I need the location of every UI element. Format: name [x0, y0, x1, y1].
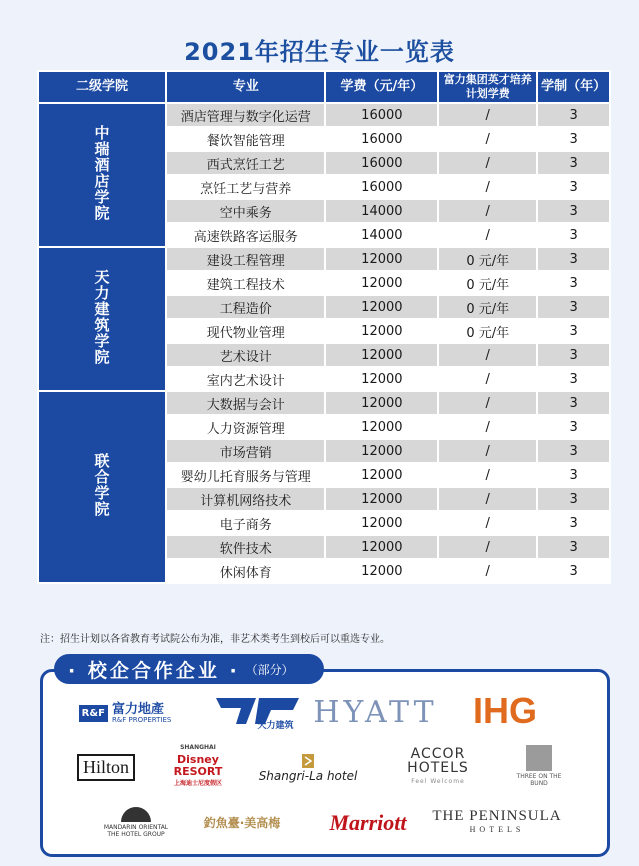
accor-hotels-logo: [378, 746, 498, 785]
table-body: [38, 103, 610, 583]
cell-duration: 3: [537, 151, 610, 175]
shangrila-text: Shangri-La hotel: [258, 769, 358, 783]
cell-plan-fee: /: [438, 151, 537, 175]
cell-plan-fee: /: [438, 343, 537, 367]
cell-duration: 3: [537, 271, 610, 295]
marriott-logo: Marriott: [329, 810, 407, 835]
cell-fee: 12000: [325, 511, 438, 535]
shangrila-mark-icon: [301, 753, 315, 769]
cell-plan-fee: /: [438, 463, 537, 487]
cell-plan-fee: /: [438, 391, 537, 415]
cell-major: 大数据与会计: [166, 391, 325, 415]
hyatt-logo: HYATT: [313, 694, 438, 730]
cell-duration: 3: [537, 343, 610, 367]
cell-plan-fee: /: [438, 559, 537, 583]
cell-duration: 3: [537, 535, 610, 559]
cell-fee: 14000: [325, 199, 438, 223]
cell-plan-fee: /: [438, 127, 537, 151]
cell-plan-fee: 0 元/年: [438, 271, 537, 295]
cell-fee: 12000: [325, 247, 438, 271]
cell-major: 高速铁路客运服务: [166, 223, 325, 247]
cell-fee: 12000: [325, 343, 438, 367]
hilton-text: Hilton: [77, 754, 135, 781]
cell-major: 建设工程管理: [166, 247, 325, 271]
cell-fee: 12000: [325, 319, 438, 343]
cell-plan-fee: /: [438, 103, 537, 127]
mandarin-name: MANDARIN ORIENTAL: [103, 824, 169, 831]
page-title: 2021年招生专业一览表: [184, 38, 455, 66]
cell-major: 计算机网络技术: [166, 487, 325, 511]
three-square-icon: [526, 745, 552, 771]
cell-fee: 12000: [325, 487, 438, 511]
cell-duration: 3: [537, 199, 610, 223]
college-name-cell: [38, 103, 166, 247]
rf-mark: R&F: [79, 705, 108, 722]
header-plan-fee: 富力集团英才培养计划学费: [438, 71, 537, 103]
diaoyutai-mgm-logo: [182, 806, 302, 838]
cell-fee: 14000: [325, 223, 438, 247]
cell-major: 艺术设计: [166, 343, 325, 367]
cell-fee: 16000: [325, 175, 438, 199]
cell-major: 西式烹饪工艺: [166, 151, 325, 175]
cell-major: 人力资源管理: [166, 415, 325, 439]
footnote: 注：招生计划以各省教育考试院公布为准，非艺术类考生到校后可以重选专业。: [40, 634, 390, 645]
cell-duration: 3: [537, 103, 610, 127]
cell-duration: 3: [537, 463, 610, 487]
accor-sub: Feel Welcome: [411, 778, 465, 785]
cell-major: 餐饮智能管理: [166, 127, 325, 151]
college-name: 天力建筑学院: [92, 269, 111, 365]
cell-plan-fee: /: [438, 535, 537, 559]
cell-plan-fee: /: [438, 199, 537, 223]
cell-major: 婴幼儿托育服务与管理: [166, 463, 325, 487]
cell-fee: 12000: [325, 391, 438, 415]
rf-name: 富力地產: [111, 701, 164, 717]
cell-plan-fee: /: [438, 511, 537, 535]
peninsula-name: THE PENINSULA: [432, 808, 562, 824]
majors-table: [37, 70, 611, 584]
college-name: 中瑞酒店学院: [92, 125, 111, 221]
rf-properties-logo: [70, 697, 180, 729]
cell-duration: 3: [537, 223, 610, 247]
cell-major: 软件技术: [166, 535, 325, 559]
cell-duration: 3: [537, 439, 610, 463]
cell-plan-fee: 0 元/年: [438, 319, 537, 343]
ihg-logo: IHG: [472, 690, 537, 731]
cell-duration: 3: [537, 415, 610, 439]
cell-plan-fee: /: [438, 415, 537, 439]
three-on-the-bund-logo: [508, 745, 570, 787]
cell-fee: 16000: [325, 151, 438, 175]
cell-duration: 3: [537, 247, 610, 271]
cell-duration: 3: [537, 559, 610, 583]
fan-icon: [119, 804, 153, 824]
rf-sub: R&F PROPERTIES: [111, 715, 172, 724]
disney-sub: 上海迪士尼度假区: [173, 780, 222, 787]
cell-major: 室内艺术设计: [166, 367, 325, 391]
cell-major: 烹饪工艺与营养: [166, 175, 325, 199]
cell-duration: 3: [537, 295, 610, 319]
cell-duration: 3: [537, 127, 610, 151]
disney-name: Disney RESORT: [173, 753, 223, 778]
college-name: 联合学院: [92, 453, 111, 517]
cell-duration: 3: [537, 319, 610, 343]
partners-heading: [54, 654, 324, 684]
cell-major: 建筑工程技术: [166, 271, 325, 295]
cell-duration: 3: [537, 367, 610, 391]
hilton-logo: [74, 752, 138, 782]
cell-major: 市场营销: [166, 439, 325, 463]
header-college: 二级学院: [38, 71, 166, 103]
cell-major: 休闲体育: [166, 559, 325, 583]
header-major: 专业: [166, 71, 325, 103]
disney-resort-logo: [152, 744, 244, 788]
table-header-row: [38, 71, 610, 103]
partners-title: · 校企合作企业 ·: [68, 659, 240, 682]
cell-plan-fee: 0 元/年: [438, 295, 537, 319]
table-row: [38, 247, 610, 271]
three-text: THREE ON THE BUND: [516, 773, 562, 787]
diaoyu-text: 釣魚臺·美高梅: [203, 815, 281, 830]
cell-fee: 12000: [325, 271, 438, 295]
cell-fee: 12000: [325, 295, 438, 319]
disney-top: SHANGHAI: [180, 744, 216, 751]
college-name-cell: [38, 247, 166, 391]
cell-fee: 16000: [325, 127, 438, 151]
partners-subtitle: （部分）: [245, 662, 294, 677]
cell-fee: 16000: [325, 103, 438, 127]
cell-major: 工程造价: [166, 295, 325, 319]
cell-major: 电子商务: [166, 511, 325, 535]
tianli-logo: [208, 692, 303, 734]
cell-fee: 12000: [325, 415, 438, 439]
cell-duration: 3: [537, 391, 610, 415]
cell-fee: 12000: [325, 559, 438, 583]
peninsula-logo: [432, 804, 562, 838]
cell-plan-fee: 0 元/年: [438, 247, 537, 271]
cell-plan-fee: /: [438, 367, 537, 391]
cell-major: 空中乘务: [166, 199, 325, 223]
cell-fee: 12000: [325, 535, 438, 559]
header-duration: 学制（年）: [537, 71, 610, 103]
college-name-cell: [38, 391, 166, 583]
mandarin-oriental-logo: [92, 800, 180, 842]
cell-major: 现代物业管理: [166, 319, 325, 343]
cell-plan-fee: /: [438, 175, 537, 199]
cell-plan-fee: /: [438, 439, 537, 463]
mandarin-sub: THE HOTEL GROUP: [107, 831, 165, 838]
cell-plan-fee: /: [438, 223, 537, 247]
cell-fee: 12000: [325, 367, 438, 391]
cell-duration: 3: [537, 175, 610, 199]
accor-name: ACCOR HOTELS: [407, 746, 469, 776]
peninsula-sub: HOTELS: [469, 825, 525, 834]
cell-fee: 12000: [325, 439, 438, 463]
shangrila-logo: [258, 748, 358, 788]
table-row: [38, 103, 610, 127]
table-row: [38, 391, 610, 415]
tianli-name: 天力建筑: [257, 720, 294, 731]
header-fee: 学费（元/年）: [325, 71, 438, 103]
cell-major: 酒店管理与数字化运营: [166, 103, 325, 127]
cell-duration: 3: [537, 511, 610, 535]
cell-fee: 12000: [325, 463, 438, 487]
cell-plan-fee: /: [438, 487, 537, 511]
cell-duration: 3: [537, 487, 610, 511]
